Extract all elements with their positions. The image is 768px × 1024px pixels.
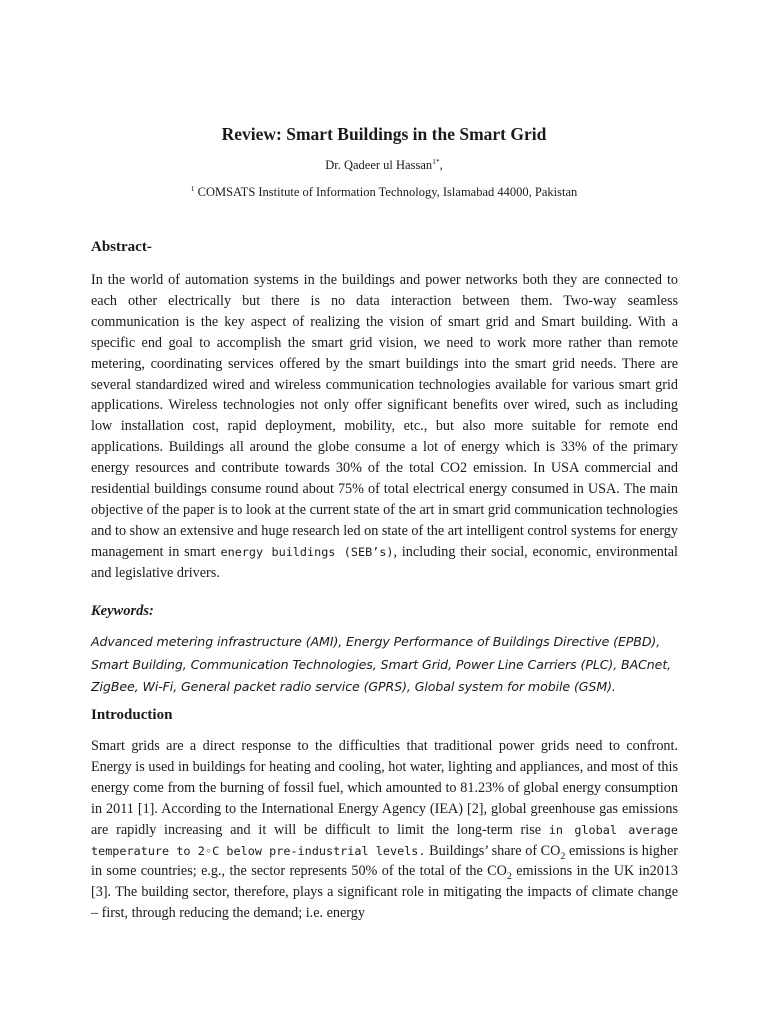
abstract-body [91, 270, 678, 584]
abstract-text-part1: In the world of automation systems in the buildings and power networks both they are connected to each other electrically but there is no data interaction between them. Two-way seamless communication is the key aspect of realizing the vision of smart grid and Smart building. With a specific end goal to accomplish the smart grid vision, we need to work more rather than remote metering, coordinating services offered by the smart buildings into the smart grid needs. There are several standardized wired and wireless communication technologies available for various smart grid applications. Wireless technologies not only offer significant benefits over wired, such as including low installation cost, rapid deployment, mobility, etc., but also more suitable for remote end applications. Buildings all around the globe consume a lot of energy which is 33% of the primary energy resources and contribute towards 30% of the total CO2 emission. In USA commercial and residential buildings consume round about 75% of total electrical energy consumed in USA. The main objective of the paper is to look at the current state of the art in smart grid communication technologies and to show an extensive and huge research led on state of the art intelligent control systems for energy management in smart [91, 272, 678, 560]
intro-text-part1: Smart grids are a direct response to the difficulties that traditional power grids need to confront. Energy is used in buildings for heating and cooling, hot water, lighting and appliances, and most of this energy come from the burning of fossil fuel, which amounted to 81.23% of global energy consumption in 2011 [1]. According to the International Energy Agency (IEA) [2], global greenhouse gas emissions are rapidly increasing and it will be difficult to limit the long-term rise [91, 738, 678, 838]
affiliation-superscript: 1 [190, 183, 195, 193]
intro-text-part3: emissions is higher in some countries; e.g., the sector represents 50% of the total of the CO [91, 842, 678, 880]
keywords-text: Advanced metering infrastructure (AMI), Energy Performance of Buildings Directive (EPBD), Smart Building, Communication Technologies, Smart Grid, Power Line Carriers (PLC), BACnet, ZigBee, Wi-Fi, General packet radio service (GPRS), Global system for mobile (GSM). [91, 634, 672, 694]
co2-subscript-2: 2 [506, 871, 512, 883]
abstract-text-mono: energy buildings (SEB’s) [220, 544, 394, 559]
affiliation-text: COMSATS Institute of Information Technology, Islamabad 44000, Pakistan [197, 185, 578, 199]
intro-text-part2: Buildings’ share of CO [425, 842, 561, 859]
paper-title: Review: Smart Buildings in the Smart Grid [221, 124, 547, 144]
introduction-heading: Introduction [91, 707, 173, 723]
author-name: Dr. Qadeer ul Hassan [325, 158, 433, 172]
author-trail: , [439, 158, 443, 172]
intro-text-part4: emissions in the UK in2013 [3]. The building sector, therefore, plays a significant role in mitigating the impacts of climate change – first, through reducing the demand; i.e. energy [91, 863, 678, 922]
affiliation-line [0, 185, 768, 200]
author-superscript: 1* [432, 156, 440, 166]
abstract-heading: Abstract- [91, 239, 152, 255]
intro-text-mono: in global average temperature to 2◦C below pre-industrial levels. [91, 822, 678, 858]
keywords-heading: Keywords: [91, 603, 154, 619]
introduction-body [91, 736, 678, 924]
author-line [0, 158, 768, 173]
abstract-text-part2: , including their social, economic, environmental and legislative drivers. [91, 543, 678, 581]
co2-subscript-1: 2 [560, 850, 566, 862]
